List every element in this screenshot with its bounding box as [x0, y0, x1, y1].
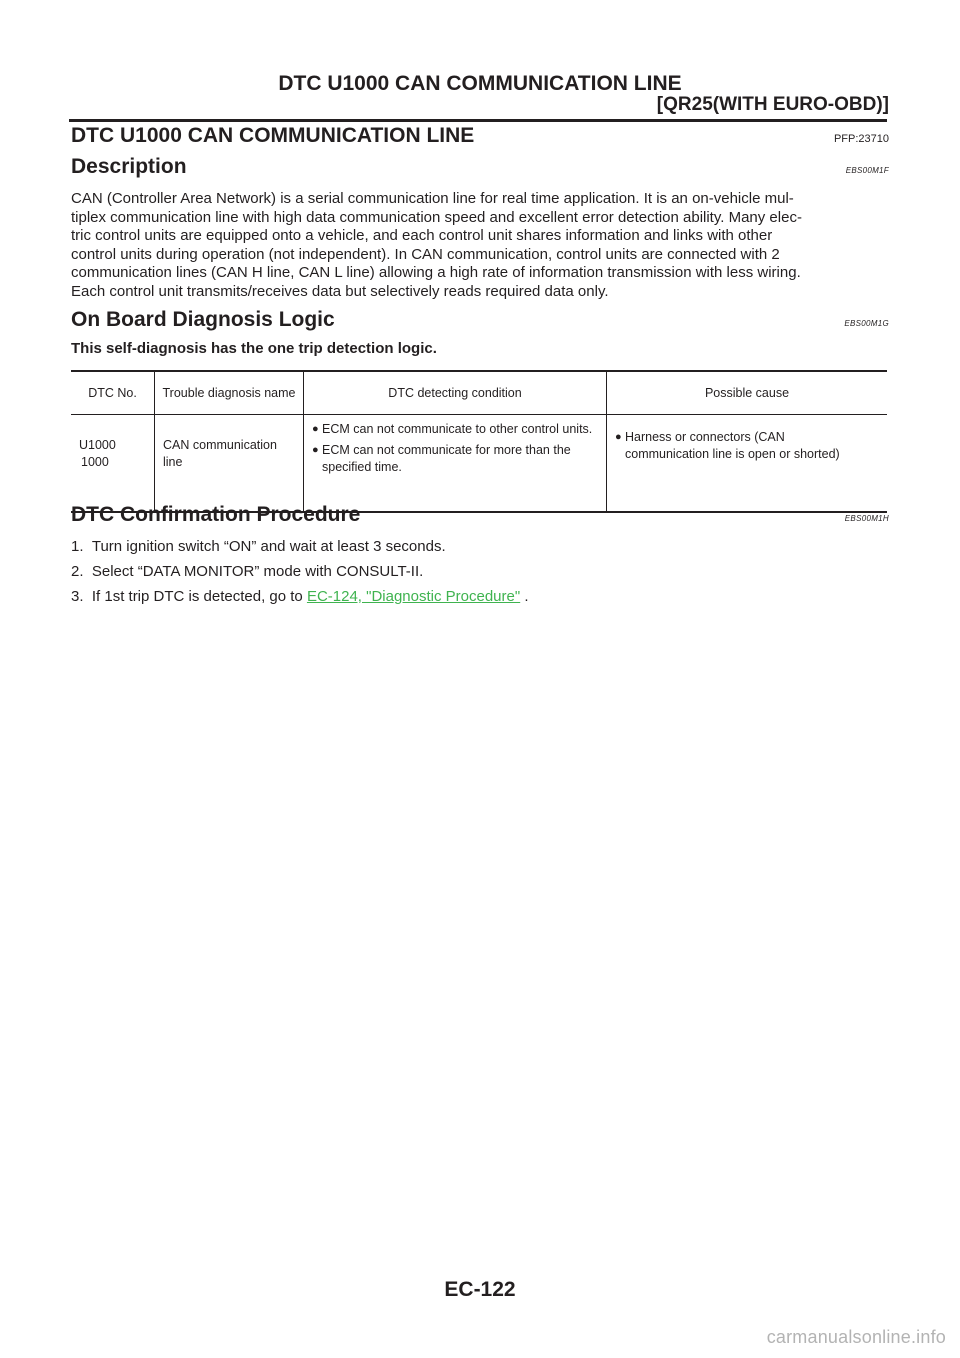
- description-heading-row: [71, 155, 889, 179]
- watermark: carmanualsonline.info: [766, 1327, 946, 1347]
- pfp-code: PFP:23710: [833, 133, 889, 145]
- procedure-steps: [71, 534, 529, 609]
- description-code: EBS00M1F: [845, 166, 889, 175]
- step3-prefix: 3. If 1st trip DTC is detected, go to: [71, 588, 307, 605]
- bullet-icon: ●: [615, 431, 622, 443]
- logic-code: EBS00M1G: [844, 319, 889, 328]
- description-heading: Description: [71, 155, 187, 178]
- main-title: DTC U1000 CAN COMMUNICATION LINE: [71, 124, 475, 147]
- condition-item: [312, 442, 598, 476]
- confirmation-heading: DTC Confirmation Procedure: [71, 503, 361, 526]
- procedure-step: 1. Turn ignition switch “ON” and wait at least 3 seconds.: [71, 538, 446, 555]
- procedure-step: 2. Select “DATA MONITOR” mode with CONSULT-II.: [71, 563, 424, 580]
- logic-heading-row: [71, 308, 889, 332]
- confirmation-heading-row: [71, 503, 889, 527]
- running-header-title: DTC U1000 CAN COMMUNICATION LINE: [278, 72, 682, 95]
- description-line: Each control unit transmits/receives data but selectively reads required data only.: [71, 282, 609, 300]
- running-header-subtitle: [QR25(WITH EURO-OBD)]: [656, 94, 889, 115]
- cell-detecting-condition: [304, 415, 607, 513]
- condition-item: [312, 421, 598, 438]
- header-trouble-name: Trouble diagnosis name: [155, 371, 304, 415]
- dtc-code: U1000: [79, 438, 116, 452]
- cause-text: Harness or connectors (CAN communication line is open or shorted): [625, 430, 840, 461]
- step3-suffix: .: [520, 588, 529, 605]
- header-possible-cause: Possible cause: [607, 371, 888, 415]
- description-line: tiplex communication line with high data communication speed and excellent error detection ability. Many elec-: [71, 208, 802, 226]
- procedure-step: [71, 584, 529, 609]
- table-row: [71, 415, 887, 513]
- cause-item: [615, 429, 857, 463]
- description-line: CAN (Controller Area Network) is a serial communication line for real time application. It is an on-vehicle mul-: [71, 190, 794, 207]
- description-text: [71, 190, 889, 301]
- page-number: EC-122: [444, 1278, 516, 1301]
- table-header-row: [71, 371, 887, 415]
- dtc-table: [71, 370, 887, 513]
- logic-note: This self-diagnosis has the one trip detection logic.: [71, 340, 437, 357]
- header-rule: [69, 119, 887, 122]
- bullet-icon: ●: [312, 444, 319, 456]
- header-detecting-condition: DTC detecting condition: [304, 371, 607, 415]
- main-title-row: [71, 124, 889, 148]
- cell-dtc-no: [71, 415, 155, 513]
- cell-trouble-name: CAN communication line: [155, 415, 304, 513]
- description-line: tric control units are equipped onto a vehicle, and each control unit shares information and links with other: [71, 227, 773, 244]
- description-line: control units during operation (not independent). In CAN communication, control units are connected with 2: [71, 245, 780, 263]
- confirmation-code: EBS00M1H: [844, 514, 889, 523]
- dtc-code-alt: 1000: [81, 455, 109, 469]
- diagnostic-procedure-link[interactable]: EC-124, "Diagnostic Procedure": [306, 588, 521, 605]
- bullet-icon: ●: [312, 423, 319, 435]
- description-line: communication lines (CAN H line, CAN L line) allowing a high rate of information transmission with less wiring.: [71, 264, 801, 281]
- condition-text: ECM can not communicate to other control units.: [322, 422, 593, 436]
- condition-text: ECM can not communicate for more than the specified time.: [322, 443, 571, 474]
- header-dtc-no: DTC No.: [71, 371, 155, 415]
- cell-possible-cause: [607, 415, 888, 513]
- logic-heading: On Board Diagnosis Logic: [71, 308, 335, 331]
